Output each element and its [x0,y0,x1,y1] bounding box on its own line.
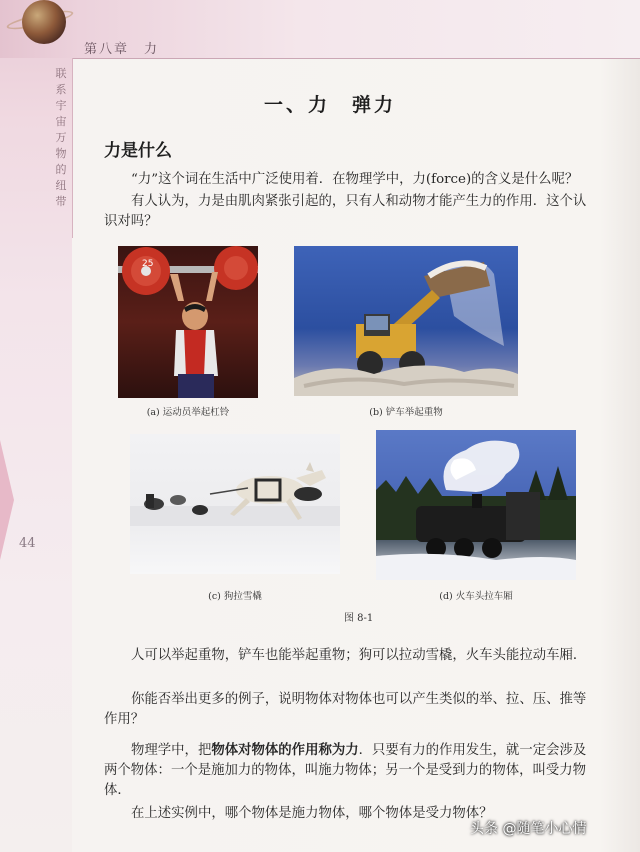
figure-label: 图 8-1 [344,613,374,624]
section-title: 一、力 弹力 [263,94,396,116]
chapter-header: 第八章 力 [84,42,160,57]
body-paragraph-1: 人可以举起重物，铲车也能举起重物；狗可以拉动雪橇，火车头能拉动车厢． [131,648,587,663]
photo-locomotive [376,430,576,580]
intro-paragraph-1: “力”这个词在生活中广泛使用着．在物理学中，力(force)的含义是什么呢？ [131,172,579,187]
body-paragraph-3 [104,740,598,801]
planet-icon [22,0,66,44]
definition-lead: 物理学中，把 [131,743,212,758]
body-paragraph-4: 在上述实例中，哪个物体是施力物体，哪个物体是受力物体？ [131,806,493,821]
force-definition: 物体对物体的作用称为力 [211,742,359,758]
body-paragraph-2: 你能否举出更多的例子，说明物体对物体也可以产生类似的举、拉、压、推等作用？ [104,692,587,727]
margin-vertical-text: 联系宇宙万物的纽带 [55,67,67,208]
photo-weightlifter [118,246,258,398]
watermark: 头条 @随笔小心情 [470,821,587,837]
page-number: 44 [19,536,36,551]
photo-sled-dogs [130,434,340,574]
caption-d: (d) 火车头拉车厢 [439,591,513,602]
weight-plate-label: 25 [142,259,154,269]
caption-b: (b) 铲车举起重物 [369,407,443,418]
margin-divider [72,58,73,238]
caption-c: (c) 狗拉雪橇 [208,591,262,602]
caption-a: (a) 运动员举起杠铃 [146,407,230,418]
header-divider [72,58,640,59]
intro-paragraph-2: 有人认为，力是由肌肉紧张引起的，只有人和动物才能产生力的作用．这个认识对吗？ [104,194,587,229]
subsection-title: 力是什么 [104,141,172,161]
margin-decoration [0,440,14,560]
photo-loader [294,246,518,396]
definition-rest: ．只要有力的作用发生，就一定会涉及两个物体：一个是施加力的物体，叫施力物体；另一个是受到力的物体，叫受力物体． [104,743,587,798]
